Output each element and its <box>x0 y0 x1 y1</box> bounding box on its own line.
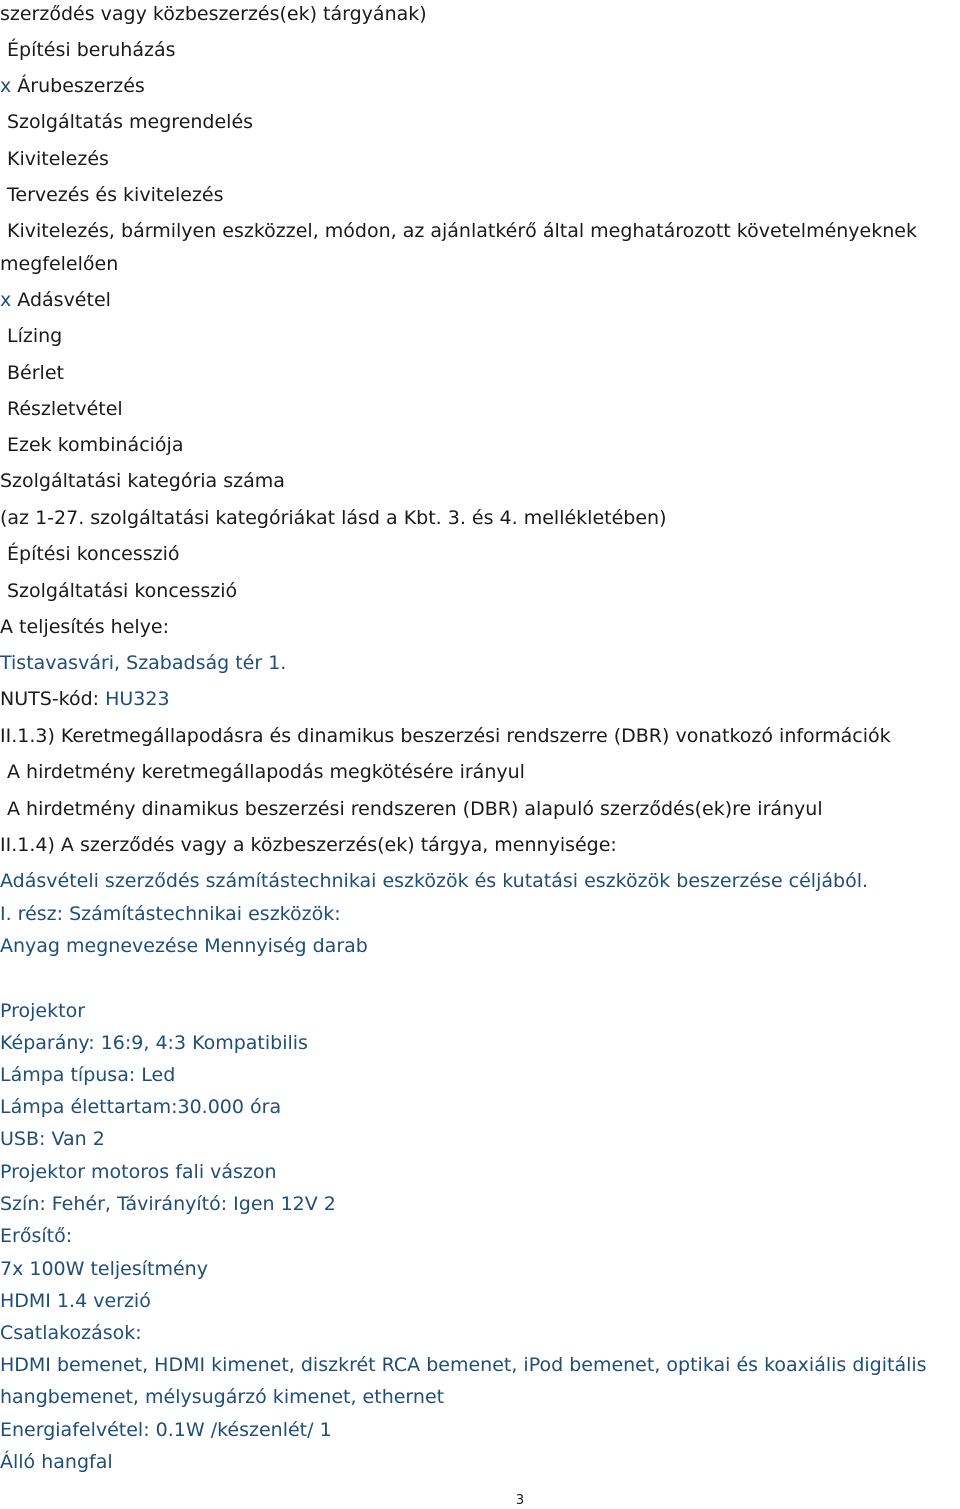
text-line: 7x 100W teljesítmény <box>0 1258 208 1280</box>
text-line: Lámpa élettartam:30.000 óra <box>0 1096 282 1118</box>
option-lizing: Lízing <box>7 325 63 347</box>
text-line: Szín: Fehér, Távirányító: Igen 12V 2 <box>0 1193 336 1215</box>
option-arubeszerzes: x Árubeszerzés <box>0 75 145 97</box>
text-line: HDMI bemenet, HDMI kimenet, diszkrét RCA bemenet, iPod bemenet, optikai és koaxiális digitális <box>0 1354 927 1376</box>
text-line: I. rész: Számítástechnikai eszközök: <box>0 903 341 925</box>
nuts-label: NUTS-kód: <box>0 688 100 710</box>
option-epitesi-koncesszio: Építési koncesszió <box>7 543 180 565</box>
option-dbr: A hirdetmény dinamikus beszerzési rendszeren (DBR) alapuló szerződés(ek)re irányul <box>7 798 823 820</box>
text-line: Lámpa típusa: Led <box>0 1064 176 1086</box>
section-heading: II.1.4) A szerződés vagy a közbeszerzés(ek) tárgya, mennyisége: <box>0 834 617 856</box>
section-heading: II.1.3) Keretmegállapodásra és dinamikus beszerzési rendszerre (DBR) vonatkozó információk <box>0 725 891 747</box>
text-line: Anyag megnevezése Mennyiség darab <box>0 935 368 957</box>
nuts-line <box>0 686 170 712</box>
option-kivitelezes: Kivitelezés <box>7 148 109 170</box>
text-line: Erősítő: <box>0 1225 73 1247</box>
option-adasvetel: x Adásvétel <box>0 289 111 311</box>
text-line: Energiafelvétel: 0.1W /készenlét/ 1 <box>0 1419 332 1441</box>
text-line: (az 1-27. szolgáltatási kategóriákat lásd a Kbt. 3. és 4. mellékletében) <box>0 507 667 529</box>
page-number: 3 <box>515 1493 525 1508</box>
option-szolgaltatas-megrendeles: Szolgáltatás megrendelés <box>7 111 254 133</box>
text-line: HDMI 1.4 verzió <box>0 1290 151 1312</box>
location-value: Tistavasvári, Szabadság tér 1. <box>0 652 287 674</box>
text-line: USB: Van 2 <box>0 1128 105 1150</box>
option-kivitelezes-barmilyen: Kivitelezés, bármilyen eszközzel, módon, az ajánlatkérő által meghatározott követelményeknek <box>7 220 917 242</box>
option-tervezes-kivitelezes: Tervezés és kivitelezés <box>7 184 224 206</box>
option-keretmegallapodas: A hirdetmény keretmegállapodás megkötésére irányul <box>7 761 525 783</box>
text-line: hangbemenet, mélysugárzó kimenet, ethernet <box>0 1386 445 1408</box>
text-line: Csatlakozások: <box>0 1322 142 1344</box>
check-mark: x <box>0 289 12 311</box>
nuts-value: HU323 <box>105 688 170 710</box>
option-kombinacio: Ezek kombinációja <box>7 434 184 456</box>
option-berlet: Bérlet <box>7 362 64 384</box>
text-line: szerződés vagy közbeszerzés(ek) tárgyának) <box>0 3 427 25</box>
text-line: Álló hangfal <box>0 1451 113 1473</box>
text-line: Adásvételi szerződés számítástechnikai eszközök és kutatási eszközök beszerzése céljából. <box>0 870 869 892</box>
option-epitesi-beruhazas: Építési beruházás <box>7 39 176 61</box>
section-label: A teljesítés helye: <box>0 616 170 638</box>
option-szolgaltatasi-koncesszio: Szolgáltatási koncesszió <box>7 580 238 602</box>
check-mark: x <box>0 75 12 97</box>
text-line: Képarány: 16:9, 4:3 Kompatibilis <box>0 1032 308 1054</box>
text-line: Szolgáltatási kategória száma <box>0 470 285 492</box>
text-line: Projektor <box>0 1000 85 1022</box>
text-line: megfelelően <box>0 253 119 275</box>
option-reszletvetel: Részletvétel <box>7 398 123 420</box>
text-line: Projektor motoros fali vászon <box>0 1161 277 1183</box>
